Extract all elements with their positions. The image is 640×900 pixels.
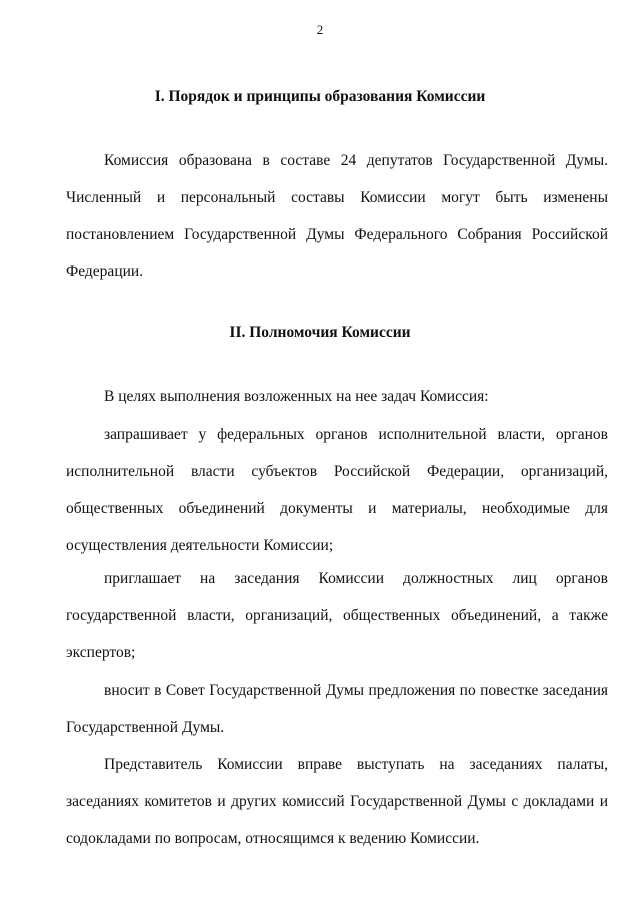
paragraph-representative-speaking: Представитель Комиссии вправе выступать на заседаниях палаты, заседаниях комитетов и других комиссий Государственной Думы с докладами и содокладами по вопросам, относящимся к ведению Комиссии. (66, 756, 608, 847)
page-number: 2 (316, 22, 324, 37)
paragraph-agenda-proposals: вносит в Совет Государственной Думы предложения по повестке заседания Государственной Думы. (66, 682, 608, 736)
paragraph-commission-composition: Комиссия образована в составе 24 депутатов Государственной Думы. Численный и персональный составы Комиссии могут быть изменены постановлением Государственной Думы Федерального Собрания Российской Федерации. (66, 152, 608, 280)
section-heading-formation: I. Порядок и принципы образования Комиссии (154, 88, 486, 105)
paragraph-powers-intro: В целях выполнения возложенных на нее задач Комиссия: (104, 388, 489, 405)
paragraph-invites-officials: приглашает на заседания Комиссии должностных лиц органов государственной власти, организаций, общественных объединений, а также экспертов; (66, 570, 608, 661)
paragraph-requests-documents: запрашивает у федеральных органов исполнительной власти, органов исполнительной власти субъектов Российской Федерации, организаций, общественных объединений документы и материалы, необходимые для осуществления деятельности Комиссии; (66, 426, 608, 554)
section-heading-powers: II. Полномочия Комиссии (229, 324, 411, 341)
